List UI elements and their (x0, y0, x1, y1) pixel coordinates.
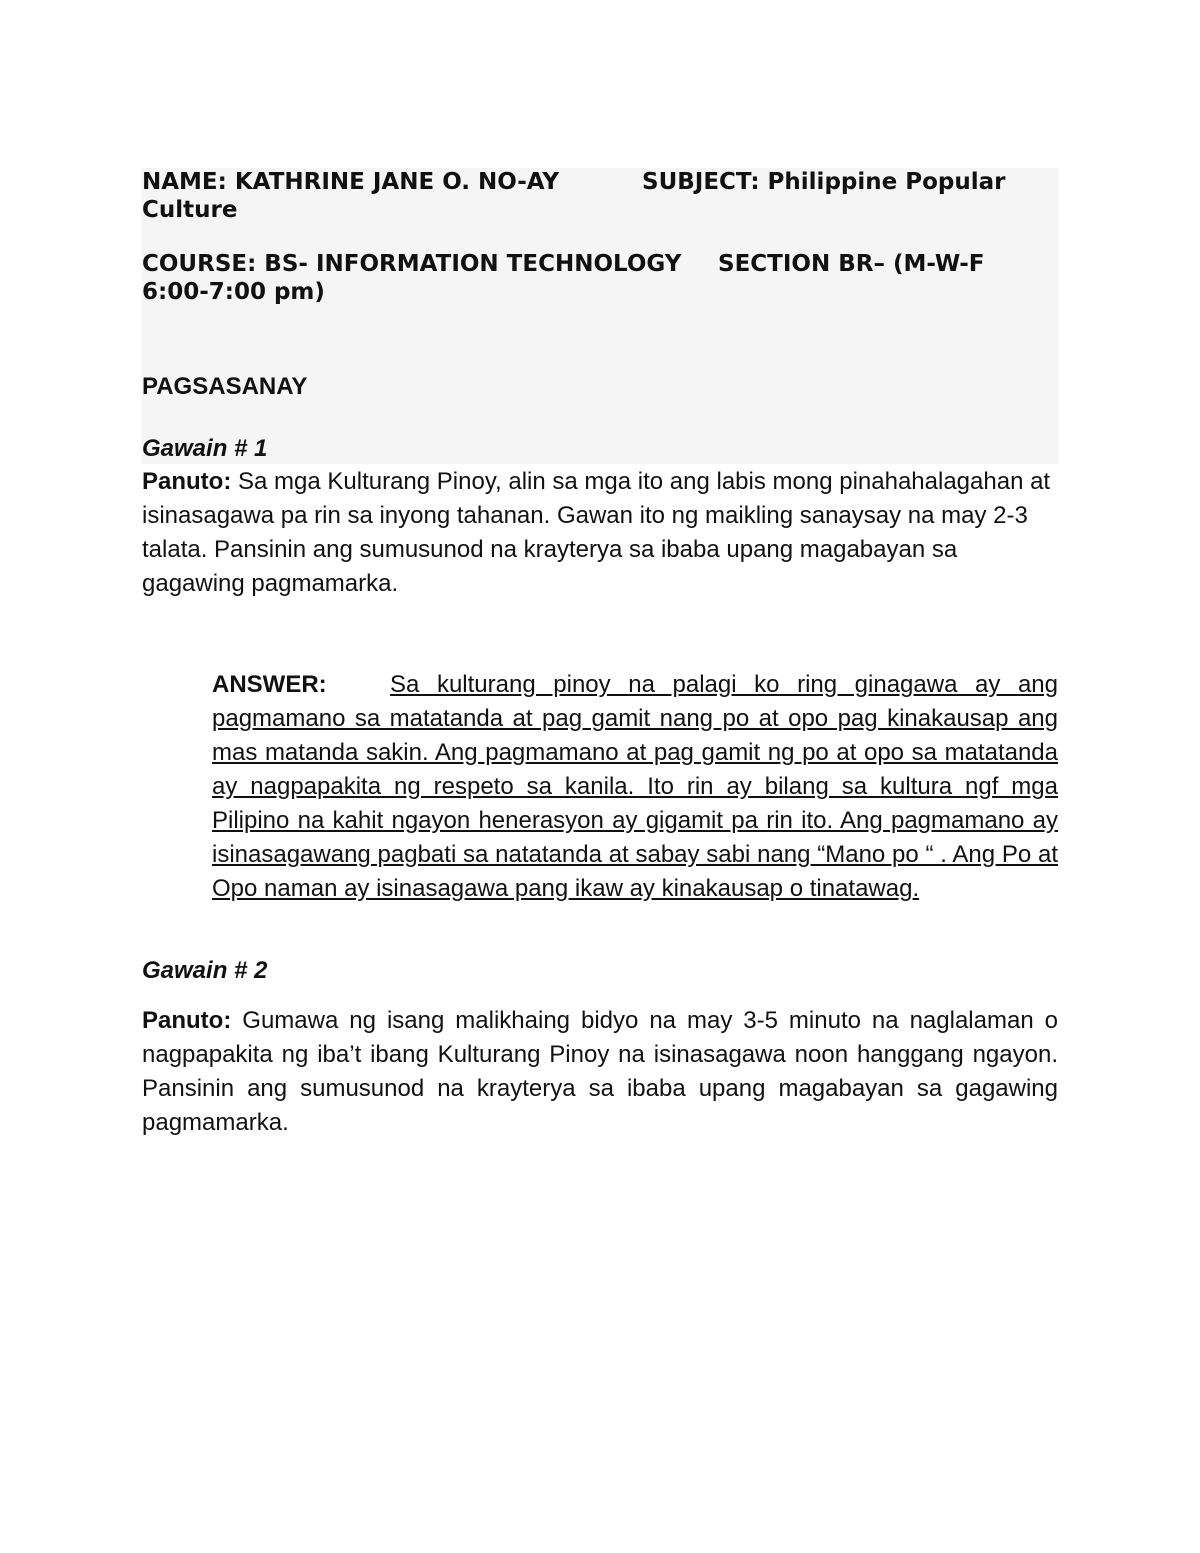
task-1-instruction-label: Panuto: (142, 468, 232, 495)
answer-label: ANSWER: (212, 671, 327, 698)
section-label: SECTION BR– (M-W-F (718, 251, 985, 277)
task-2-instruction-label: Panuto: (142, 1007, 232, 1034)
task-2-heading: Gawain # 2 (142, 957, 268, 984)
subject-wrap: Culture (142, 197, 238, 223)
student-name: NAME: KATHRINE JANE O. NO-AY (142, 169, 560, 195)
page-title: PAGSASANAY (142, 373, 308, 400)
course-section-block (142, 250, 1032, 306)
task-1-heading: Gawain # 1 (142, 435, 268, 462)
name-subject-line (142, 168, 1032, 196)
course-section-line (142, 250, 1032, 278)
answer-text: Sa kulturang pinoy na palagi ko ring ginagawa ay ang pagmamano sa matatanda at pag gamit nang po at opo pag kinakausap ang mas matanda sakin. Ang pagmamano at pag gamit ng po at opo sa matatanda ay nagpapakita ng respeto sa kanila. Ito rin ay bilang sa kultura ngf mga Pilipino na kahit ngayon henerasyon ay gigamit pa rin ito. Ang pagmamano ay isinasagawang pagbati sa natatanda at sabay sabi nang “Mano po “ . Ang Po at Opo naman ay isinasagawa pang ikaw ay kinakausap o tinatawag. (212, 671, 1058, 902)
student-info-header (142, 168, 1032, 305)
section-schedule: 6:00-7:00 pm) (142, 279, 325, 305)
answer-block (212, 668, 1058, 906)
task-2-instruction (142, 1004, 1058, 1140)
subject-label: SUBJECT: Philippine Popular (642, 169, 1006, 195)
task-2-instruction-text: Gumawa ng isang malikhaing bidyo na may 3-5 minuto na naglalaman o nagpapakita ng iba’t ibang Kulturang Pinoy na isinasagawa noon hanggang ngayon. Pansinin ang sumusunod na krayterya sa ibaba upang magabayan sa gagawing pagmamarka. (142, 1007, 1058, 1136)
course-label: COURSE: BS- INFORMATION TECHNOLOGY (142, 251, 682, 277)
task-1-instruction-text: Sa mga Kulturang Pinoy, alin sa mga ito ang labis mong pinahahalagahan at isinasagawa pa rin sa inyong tahanan. Gawan ito ng maikling sanaysay na may 2-3 talata. Pansinin ang sumusunod na krayterya sa ibaba upang magabayan sa gagawing pagmamarka. (142, 468, 1051, 597)
task-1-instruction (142, 465, 1058, 601)
